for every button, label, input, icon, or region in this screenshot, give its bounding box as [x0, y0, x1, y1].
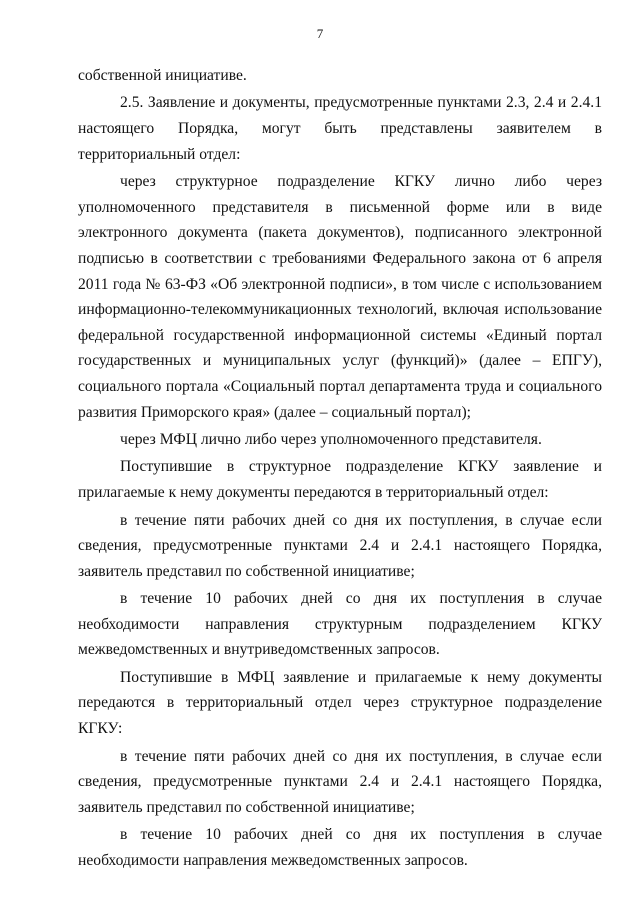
paragraph-kgku-transfer: Поступившие в структурное подразделение КГКУ заявление и прилагаемые к нему документы передаются в территориальный отдел: — [78, 458, 602, 502]
paragraph-mfc-ten-days: в течение 10 рабочих дней со дня их поступления в случае необходимости направления межведомственных запросов. — [78, 826, 602, 869]
page-number: 7 — [316, 26, 324, 41]
paragraph-continuation: собственной инициативе. — [78, 67, 247, 84]
paragraph-clause-2-5: 2.5. Заявление и документы, предусмотренные пунктами 2.3, 2.4 и 2.4.1 настоящего Порядка, могут быть представлены заявителем в территориальный отдел: — [78, 94, 602, 163]
paragraph-via-kgku: через структурное подразделение КГКУ лично либо через уполномоченного представителя в письменной форме или в виде электронного документа (пакета документов), подписанного электронной подписью в соответствии с требованиями Федерального закона от 6 апреля 2011 года № 63-ФЗ «Об электронной подписи», в том числе с использованием информационно-телекоммуникационных технологий, включая использование федеральной государственной информационной системы «Единый портал государственных и муниципальных услуг (функций)» (далее – ЕПГУ), социального портала «Социальный портал департамента труда и социального развития Приморского края» (далее – социальный портал); — [78, 173, 602, 421]
paragraph-kgku-five-days: в течение пяти рабочих дней со дня их поступления, в случае если сведения, предусмотренные пунктами 2.4 и 2.4.1 настоящего Порядка, заявитель представил по собственной инициативе; — [78, 511, 602, 580]
paragraph-mfc-transfer: Поступившие в МФЦ заявление и прилагаемые к нему документы передаются в территориальный отдел через структурное подразделение КГКУ: — [78, 668, 602, 738]
paragraph-kgku-ten-days: в течение 10 рабочих дней со дня их поступления в случае необходимости направления структурным подразделением КГКУ межведомственных и внутриведомственных запросов. — [78, 590, 602, 659]
paragraph-mfc-five-days: в течение пяти рабочих дней со дня их поступления, в случае если сведения, предусмотренные пунктами 2.4 и 2.4.1 настоящего Порядка, заявитель представил по собственной инициативе; — [78, 747, 602, 816]
document-body — [78, 63, 602, 875]
paragraph-via-mfc: через МФЦ лично либо через уполномоченного представителя. — [120, 430, 542, 448]
